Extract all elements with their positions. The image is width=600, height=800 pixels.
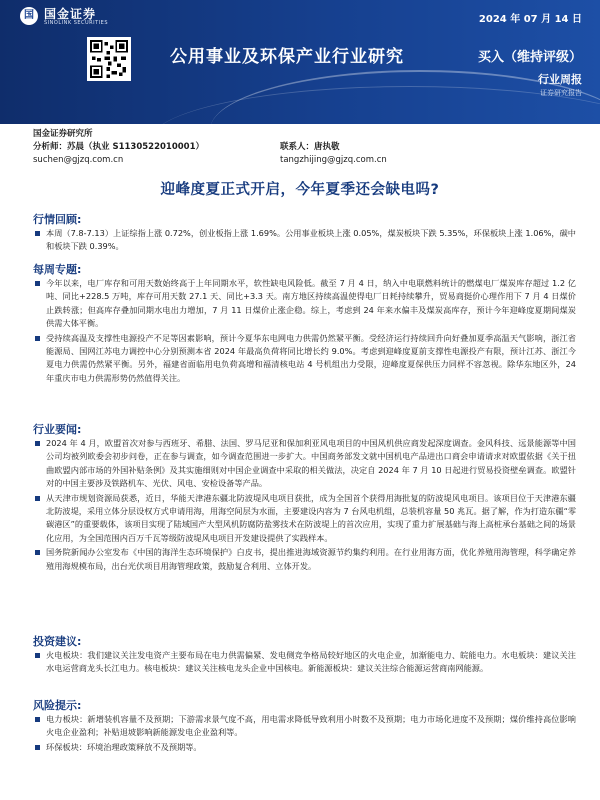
section-title-industry: 行业要闻: [33,423,82,436]
list-item: 今年以来，电厂库存和可用天数始终高于上年同期水平，软性缺电风险低。截至 7 月 4 日，纳入中电联燃料统计的燃煤电厂煤炭库存超过 1.2 亿吨、同比+228.5 万吨，库存可用天数 27.1 天、同比+3.3 天。南方地区持续高温使得电厂日耗持续攀升，贸易商挺价心理作用下 7 月 4 日煤价止跌转涨；但高库存叠加同期水电出力增加，7 月 11 日煤价止涨企稳。综上，考虑到 24 年来水偏丰及煤炭高库存，预计今年迎峰度夏期间煤炭供需大体平衡。 [33,277,576,331]
report-subtitle: 证券研究报告 [540,89,582,97]
contact-info [280,141,340,154]
report-title: 公用事业及环保产业行业研究 [170,47,404,67]
list-item: 从天津市规划资源局获悉，近日，华能天津港东疆北防波堤风电项目获批，成为全国首个获得用海批复的防波堤风电项目。该项目位于天津港东疆北防波堤，采用立体分层设权方式申请用海，用海空间层为水面，主要建设内容为 7 台风电机组，总装机容量 50 兆瓦。据了解，作为打造东疆“零碳港区”的重要载体，该项目实现了陆域国产大型风机防腐防盐雾技术在防波堤上的首次应用，实现了重力扩展基础与海上高桩承台基础之间的场景化应用，为全国范围内百万千瓦等级防波堤风电项目开发建设提供了实践样本。 [33,492,576,546]
research-institute: 国金证券研究所 [33,129,93,139]
section-advice [33,649,576,677]
contact-email[interactable]: tangzhijing@gjzq.com.cn [280,155,387,165]
logo-english: SINOLINK SECURITIES [44,20,108,26]
logo-icon: 国 [20,7,38,25]
analyst-email[interactable]: suchen@gjzq.com.cn [33,155,124,165]
company-logo [20,5,170,31]
email-row [33,154,573,167]
report-date: 2024 年 07 月 14 日 [478,14,582,25]
list-item: 国务院新闻办公室发布《中国的海洋生态环境保护》白皮书，提出推进海域资源节约集约利用。在行业用海方面，优化养殖用海管理，科学确定养殖用海规模布局，出台光伏项目用海管理政策，鼓励复合利用、立体开发。 [33,546,576,573]
contact-name: 唐执敬 [314,142,340,152]
section-title-risk: 风险提示: [33,699,82,712]
report-header [0,0,600,124]
analyst-label: 分析师： [33,142,68,152]
section-review [33,227,576,255]
analyst-name: 苏晨（执业 S1130522010001） [67,142,204,152]
section-weekly [33,277,576,386]
list-item: 2024 年 4 月，欧盟首次对参与西班牙、希腊、法国、罗马尼亚和保加利亚风电项目的中国风机供应商发起深度调查。金风科技、远景能源等中国公司均被列欧委会初步问卷，正在参与调查，如今调查范围进一步扩大。中国商务部发文就中国机电产品进出口商会申请请求对欧盟依据《关于扭曲欧盟内部市场的外国补贴条例》及其实施细则对中国企业调查中采取的相关做法，决定自 2024 年 7 月 10 日起进行贸易投资壁垒调查。欧盟针对的中国主要涉及铁路机车、光伏、风电、安检设备等产品。 [33,437,576,491]
list-item: 环保板块：环境治理政策释放不及预期等。 [33,741,576,754]
section-risk [33,713,576,755]
report-type: 行业周报 [538,73,582,86]
list-item: 受持续高温及支撑性电源投产不足等因素影响，预计今夏华东电网电力供需仍然紧平衡。受经济运行持续回升向好叠加夏季高温天气影响，浙江省能源局、国网江苏电力调控中心分别预测本省 2024 年最高负荷将同比增长约 9.0%。考虑到迎峰度夏前支撑性电源投产有限，预计江苏、浙江今夏电力供需仍然紧平衡。另外，福建省面临用电负荷高增和福清核电站 4 号机组出力受限，迎峰度夏保供压力同样不容忽视。除华东地区外，24 年重庆市电力供需形势仍然值得关注。 [33,332,576,386]
rating-badge: 买入（维持评级） [477,50,582,65]
list-item: 电力板块：新增装机容量不及预期；下游需求景气度不高，用电需求降低导致利用小时数不及预期；电力市场化进度不及预期；煤价维持高位影响火电企业盈利；补贴退坡影响新能源发电企业盈利等。 [33,713,576,740]
contact-label: 联系人： [280,142,315,152]
section-title-review: 行情回顾: [33,213,82,226]
analyst-info [33,141,280,154]
header-decoration [150,86,600,124]
main-title: 迎峰度夏正式开启，今年夏季还会缺电吗? [160,182,440,198]
section-industry [33,437,576,574]
author-row [33,141,573,154]
list-item: 火电板块：我们建议关注发电资产主要布局在电力供需偏紧、发电侧竞争格局较好地区的火电企业，加渐能电力、皖能电力。水电板块：建议关注水电运营商龙头长江电力。核电板块：建议关注核电龙头企业中国核电。新能源板块：建议关注综合能源运营商南网能源。 [33,649,576,676]
section-title-advice: 投资建议: [33,635,82,648]
list-item: 本周（7.8-7.13）上证综指上涨 0.72%，创业板指上涨 1.69%。公用事业板块上涨 0.05%，煤炭板块下跌 5.35%，环保板块上涨 1.06%，碳中和板块下跌 0.39%。 [33,227,576,254]
qr-code-icon[interactable] [87,37,131,81]
logo-name: 国金证券 [44,7,97,21]
section-title-weekly: 每周专题: [33,263,82,276]
author-block [33,128,573,167]
